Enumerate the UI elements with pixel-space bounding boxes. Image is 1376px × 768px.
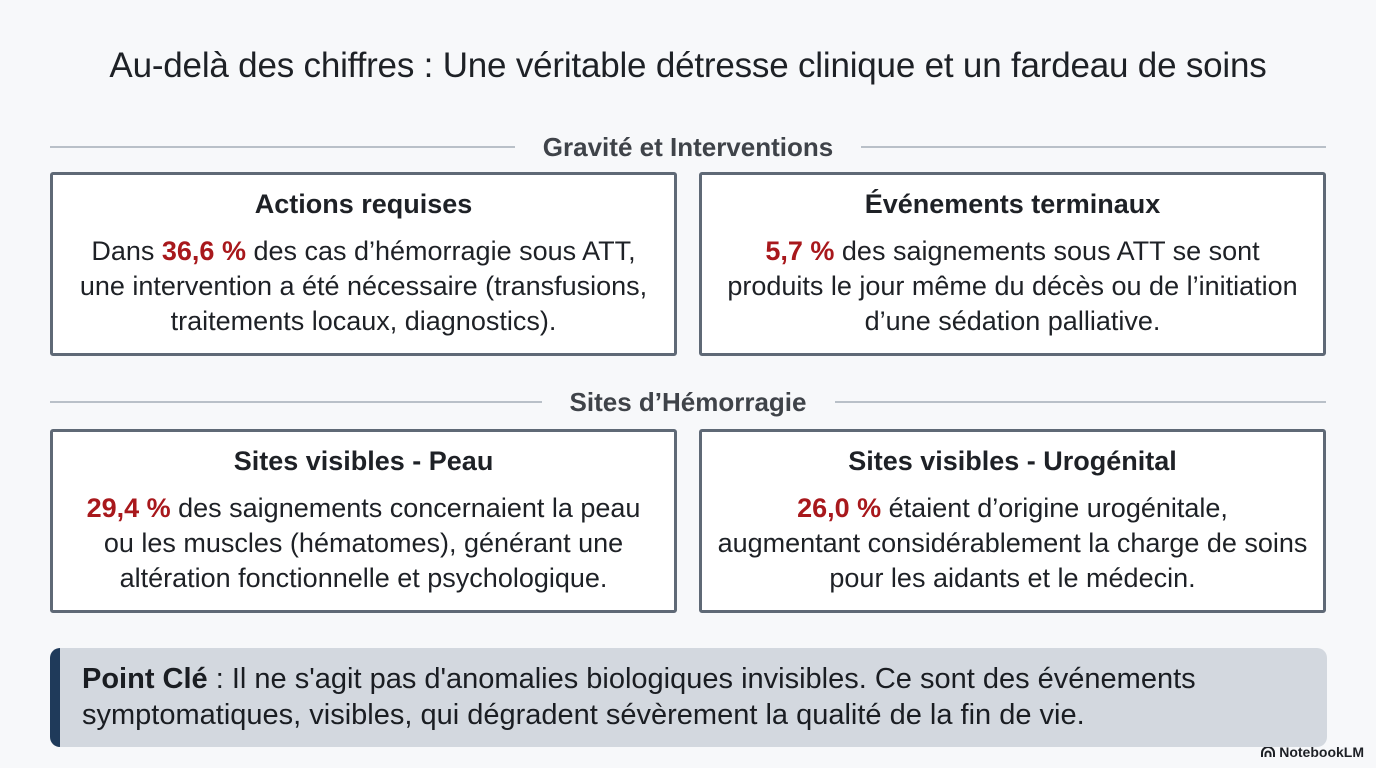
card-body: [53, 491, 674, 596]
card-evenements-terminaux: [699, 172, 1326, 356]
card-title: Actions requises: [254, 189, 473, 219]
page-title: Au-delà des chiffres : Une véritable détresse clinique et un fardeau de soins: [109, 46, 1267, 85]
stat-value: 29,4 %: [86, 493, 171, 523]
card-text-rest: augmentant considérablement la charge de soins pour les aidants et le médecin.: [717, 528, 1308, 593]
card-body: [53, 234, 674, 339]
card-sites-peau: [50, 429, 677, 613]
card-text-rest: produits le jour même du décès ou de l’initiation d’une sédation palliative.: [727, 271, 1298, 336]
card-text-line1: des saignements sous ATT se sont: [834, 236, 1260, 266]
brand-name: NotebookLM: [1279, 744, 1364, 760]
stat-value: 26,0 %: [797, 493, 882, 523]
card-text-rest: ou les muscles (hématomes), générant une altération fonctionnelle et psychologique.: [103, 528, 624, 593]
card-text-line1: étaient d’origine urogénitale,: [881, 493, 1228, 523]
card-body: [702, 234, 1323, 339]
card-text-rest: une intervention a été nécessaire (transfusions, traitements locaux, diagnostics).: [79, 271, 648, 336]
card-actions-requises: [50, 172, 677, 356]
card-prefix: Dans: [91, 236, 162, 266]
card-text-line1: des saignements concernaient la peau: [170, 493, 641, 523]
section-header-gravite: [50, 132, 1326, 162]
brand-notebooklm: [1261, 744, 1364, 760]
card-sites-urogenital: [699, 429, 1326, 613]
section-header-sites: [50, 387, 1326, 417]
stat-value: 5,7 %: [765, 236, 835, 266]
card-title: Sites visibles - Urogénital: [848, 446, 1177, 476]
card-title: Sites visibles - Peau: [233, 446, 494, 476]
key-point-text: : Il ne s'agit pas d'anomalies biologiques invisibles. Ce sont des événements symptomatiques, visibles, qui dégradent sévèrement la qualité de la fin de vie.: [82, 663, 1196, 731]
card-title: Événements terminaux: [864, 189, 1161, 219]
divider-left: [50, 401, 542, 403]
divider-left: [50, 146, 515, 148]
card-body: [702, 491, 1323, 596]
section-label: Sites d’Hémorragie: [569, 386, 807, 417]
key-point-callout: [50, 648, 1327, 747]
card-text-line1: des cas d’hémorragie sous ATT,: [245, 236, 636, 266]
notebooklm-logo-icon: [1261, 747, 1275, 758]
divider-right: [861, 146, 1326, 148]
section-label: Gravité et Interventions: [542, 131, 834, 162]
stat-value: 36,6 %: [161, 236, 246, 266]
key-point-label: Point Clé: [82, 663, 208, 695]
divider-right: [835, 401, 1327, 403]
